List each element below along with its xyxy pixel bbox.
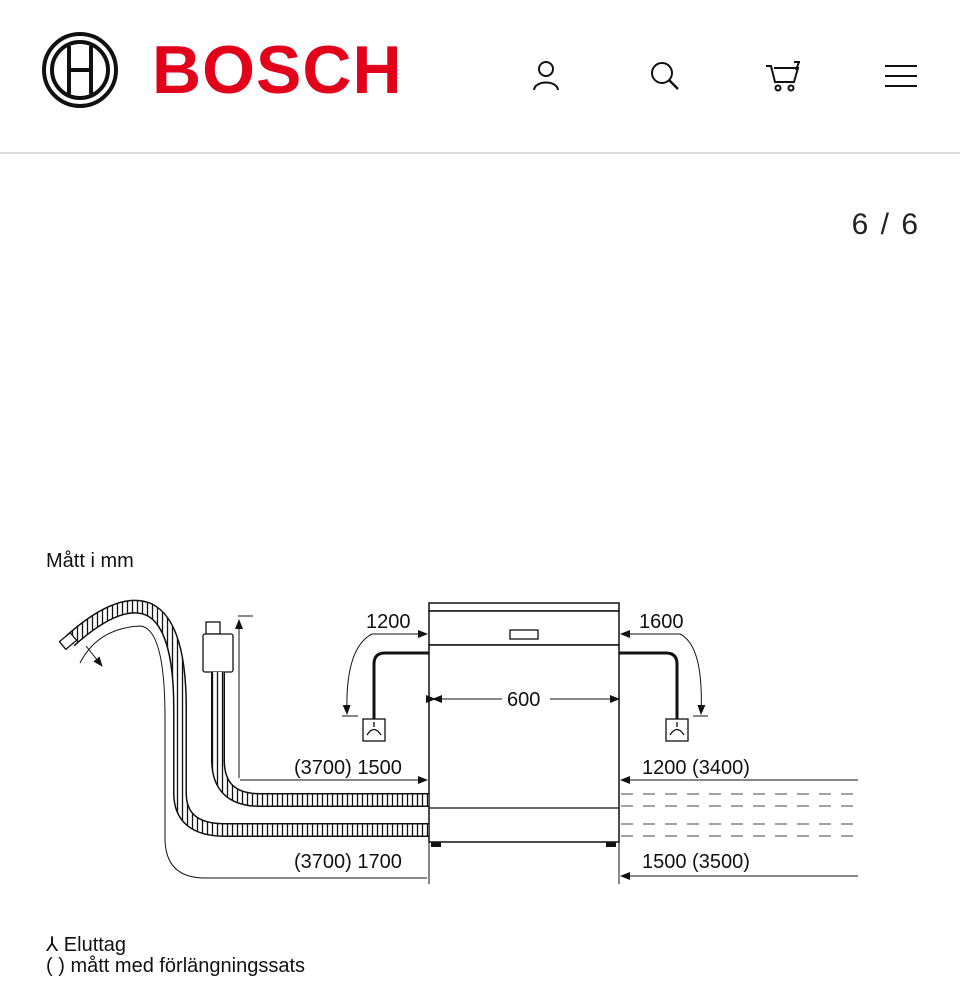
legend-extension bbox=[46, 955, 305, 978]
legend-outlet-label: Eluttag bbox=[63, 934, 127, 956]
dim-width: 600 bbox=[507, 689, 541, 711]
outlet-symbol-icon: ⅄ bbox=[46, 934, 59, 956]
legend-extension-label: mått med förlängningssats bbox=[70, 955, 306, 977]
floor-dashes bbox=[621, 794, 860, 836]
bosch-logo-icon[interactable] bbox=[40, 30, 120, 110]
cart-icon[interactable] bbox=[764, 56, 804, 96]
dimension-drawing bbox=[40, 538, 920, 996]
dim-top-right: 1600 bbox=[639, 611, 684, 633]
dim-mid-left: (3700) 1500 bbox=[294, 757, 402, 779]
menu-icon[interactable] bbox=[881, 56, 921, 96]
installation-diagram bbox=[40, 538, 920, 996]
dishwasher-outline bbox=[429, 603, 619, 847]
extension-symbol: ( ) bbox=[46, 955, 65, 977]
dim-bottom-left: (3700) 1700 bbox=[294, 851, 402, 873]
legend-outlet bbox=[46, 932, 126, 957]
dim-bottom-right: 1500 (3500) bbox=[642, 851, 750, 873]
image-counter: 6 / 6 bbox=[851, 208, 920, 241]
site-header bbox=[0, 0, 960, 154]
dim-top-left: 1200 bbox=[366, 611, 411, 633]
search-icon[interactable] bbox=[645, 56, 685, 96]
account-icon[interactable] bbox=[526, 56, 566, 96]
dim-mid-right: 1200 (3400) bbox=[642, 757, 750, 779]
brand-wordmark[interactable]: BOSCH bbox=[152, 32, 403, 108]
drawing-caption: Mått i mm bbox=[46, 550, 134, 572]
